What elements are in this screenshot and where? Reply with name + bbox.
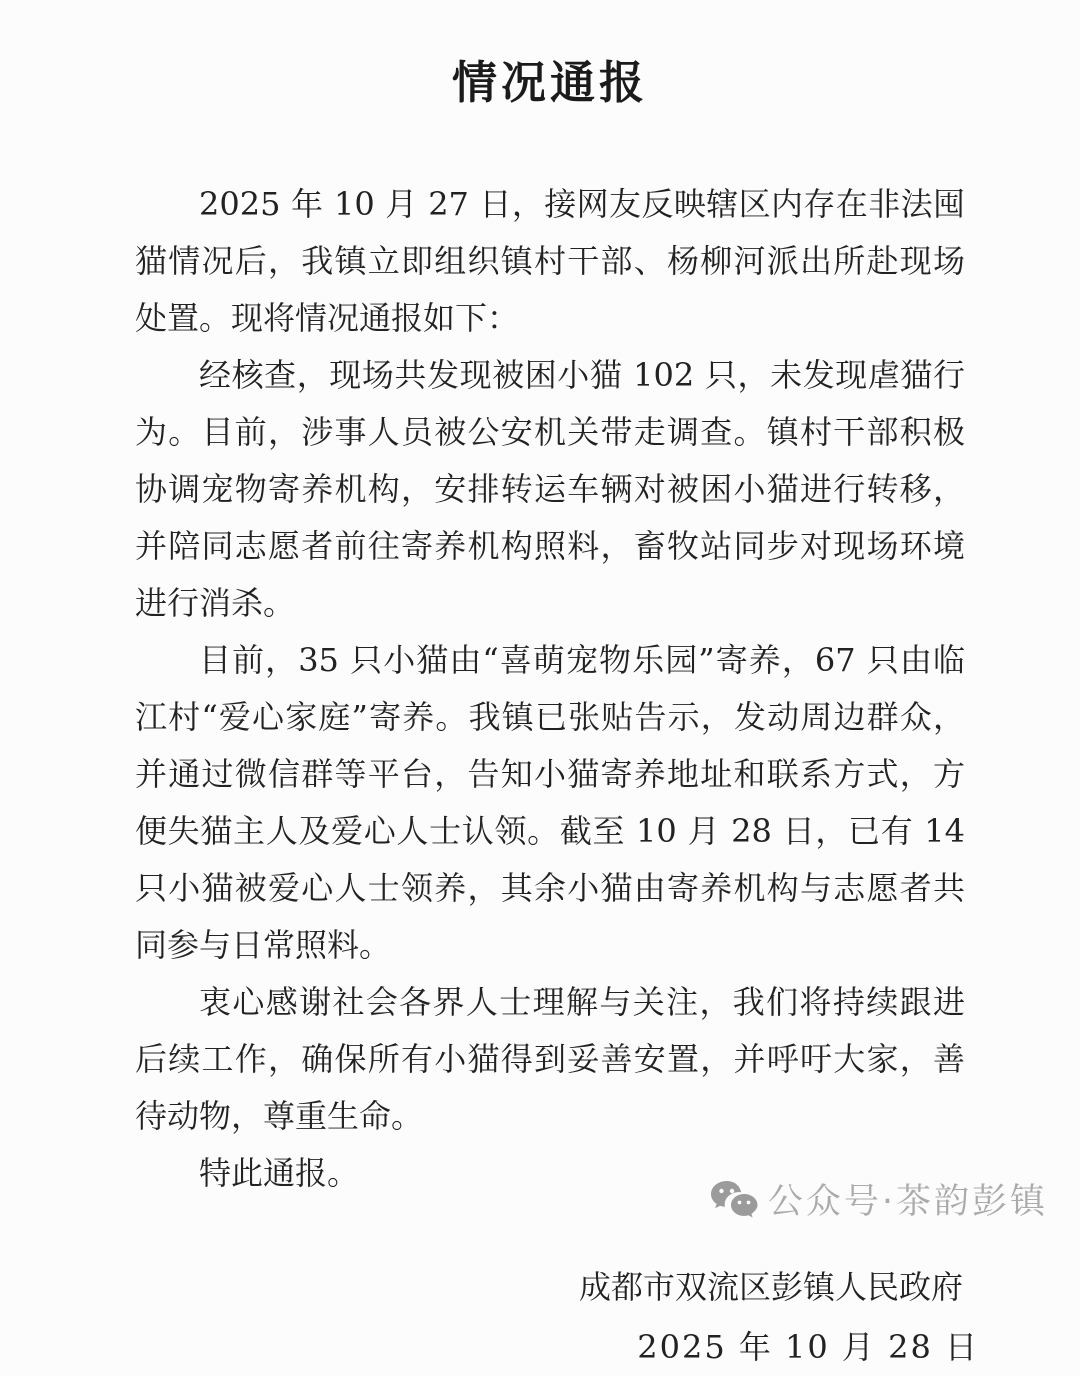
body-paragraph-3: 目前，35 只小猫由“喜萌宠物乐园”寄养，67 只由临江村“爱心家庭”寄养。我镇已张贴告示，发动周边群众，并通过微信群等平台，告知小猫寄养地址和联系方式，方便失猫主人及爱心人士认领。截至 10 月 28 日，已有 14 只小猫被爱心人士领养，其余小猫由寄养机构与志愿者共同参与日常照料。 (135, 641, 965, 964)
watermark-text: 公众号·茶韵彭镇 (767, 1182, 1048, 1222)
page-title: 情况通报 (451, 56, 648, 109)
body-paragraph-4: 衷心感谢社会各界人士理解与关注，我们将持续跟进后续工作，确保所有小猫得到妥善安置，并呼吁大家，善待动物，尊重生命。 (135, 983, 965, 1135)
issuing-authority: 成都市双流区彭镇人民政府 (578, 1268, 963, 1306)
wechat-watermark (710, 1174, 1048, 1224)
wechat-icon (710, 1180, 758, 1218)
body-paragraph-2: 经核查，现场共发现被困小猫 102 只，未发现虐猫行为。目前，涉事人员被公安机关带走调查。镇村干部积极协调宠物寄养机构，安排转运车辆对被困小猫进行转移，并陪同志愿者前往寄养机构照料，畜牧站同步对现场环境进行消杀。 (135, 356, 965, 622)
notice-document (135, 0, 979, 1366)
closing-line: 特此通报。 (199, 1154, 360, 1192)
issue-date: 2025 年 10 月 28 日 (637, 1328, 979, 1366)
body-paragraph-1: 2025 年 10 月 27 日，接网友反映辖区内存在非法囤猫情况后，我镇立即组织镇村干部、杨柳河派出所赴现场处置。现将情况通报如下： (135, 185, 965, 337)
